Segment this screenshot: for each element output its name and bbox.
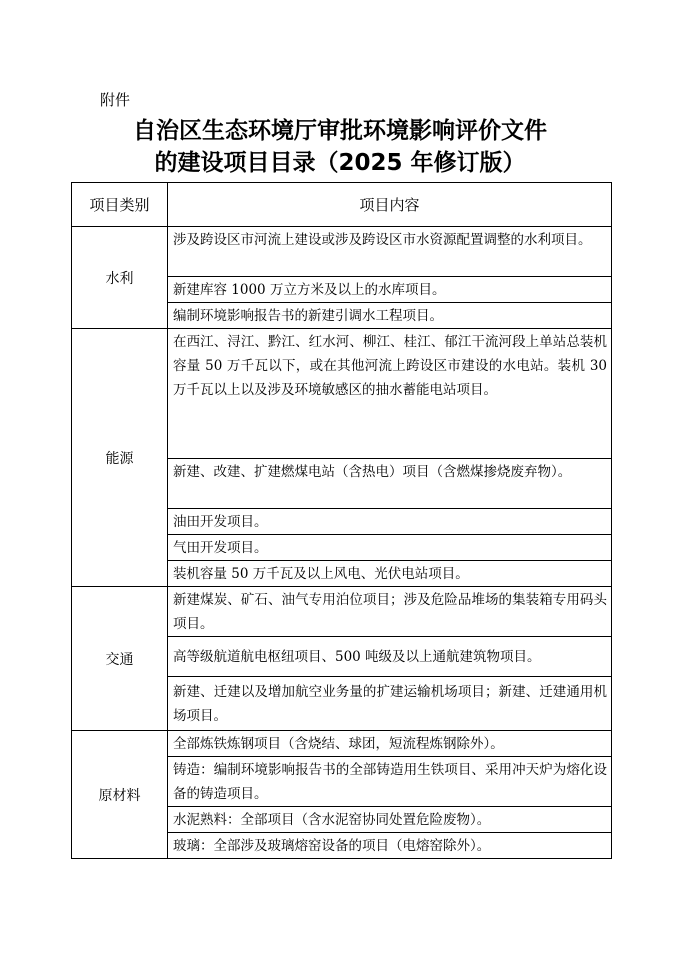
project-item: 高等级航道航电枢纽项目、500 吨级及以上通航建筑物项目。	[168, 637, 612, 677]
table-header-row	[72, 183, 612, 227]
category-water: 水利	[72, 227, 168, 329]
project-item: 编制环境影响报告书的新建引调水工程项目。	[168, 303, 612, 329]
project-item: 铸造：编制环境影响报告书的全部铸造用生铁项目、采用冲天炉为熔化设备的铸造项目。	[168, 757, 612, 807]
project-item: 新建、改建、扩建燃煤电站（含热电）项目（含燃煤掺烧废弃物）。	[168, 459, 612, 509]
category-transport: 交通	[72, 587, 168, 731]
category-energy: 能源	[72, 329, 168, 587]
document-title-line-2: 的建设项目目录（2025 年修订版）	[154, 150, 526, 176]
document-title-line-1: 自治区生态环境厅审批环境影响评价文件	[133, 118, 547, 144]
table-row	[72, 731, 612, 757]
project-item: 新建库容 1000 万立方米及以上的水库项目。	[168, 277, 612, 303]
table-row	[72, 227, 612, 277]
project-item: 新建煤炭、矿石、油气专用泊位项目；涉及危险品堆场的集装箱专用码头项目。	[168, 587, 612, 637]
project-item: 水泥熟料：全部项目（含水泥窑协同处置危险废物）。	[168, 807, 612, 833]
project-item: 全部炼铁炼钢项目（含烧结、球团，短流程炼钢除外）。	[168, 731, 612, 757]
project-item: 在西江、浔江、黔江、红水河、柳江、桂江、郁江干流河段上单站总装机容量 50 万千瓦以下，或在其他河流上跨设区市建设的水电站。装机 30 万千瓦以上以及涉及环境敏感区的抽水蓄能电站项目。	[168, 329, 612, 459]
project-catalog-table	[71, 182, 612, 859]
attachment-label: 附件	[100, 91, 131, 109]
table-row	[72, 329, 612, 459]
header-content: 项目内容	[168, 183, 612, 227]
project-item: 油田开发项目。	[168, 509, 612, 535]
project-item: 新建、迁建以及增加航空业务量的扩建运输机场项目；新建、迁建通用机场项目。	[168, 677, 612, 731]
project-item: 玻璃：全部涉及玻璃熔窑设备的项目（电熔窑除外）。	[168, 833, 612, 859]
project-item: 涉及跨设区市河流上建设或涉及跨设区市水资源配置调整的水利项目。	[168, 227, 612, 277]
header-category: 项目类别	[72, 183, 168, 227]
table-row	[72, 587, 612, 637]
project-item: 装机容量 50 万千瓦及以上风电、光伏电站项目。	[168, 561, 612, 587]
project-item: 气田开发项目。	[168, 535, 612, 561]
category-raw-materials: 原材料	[72, 731, 168, 859]
